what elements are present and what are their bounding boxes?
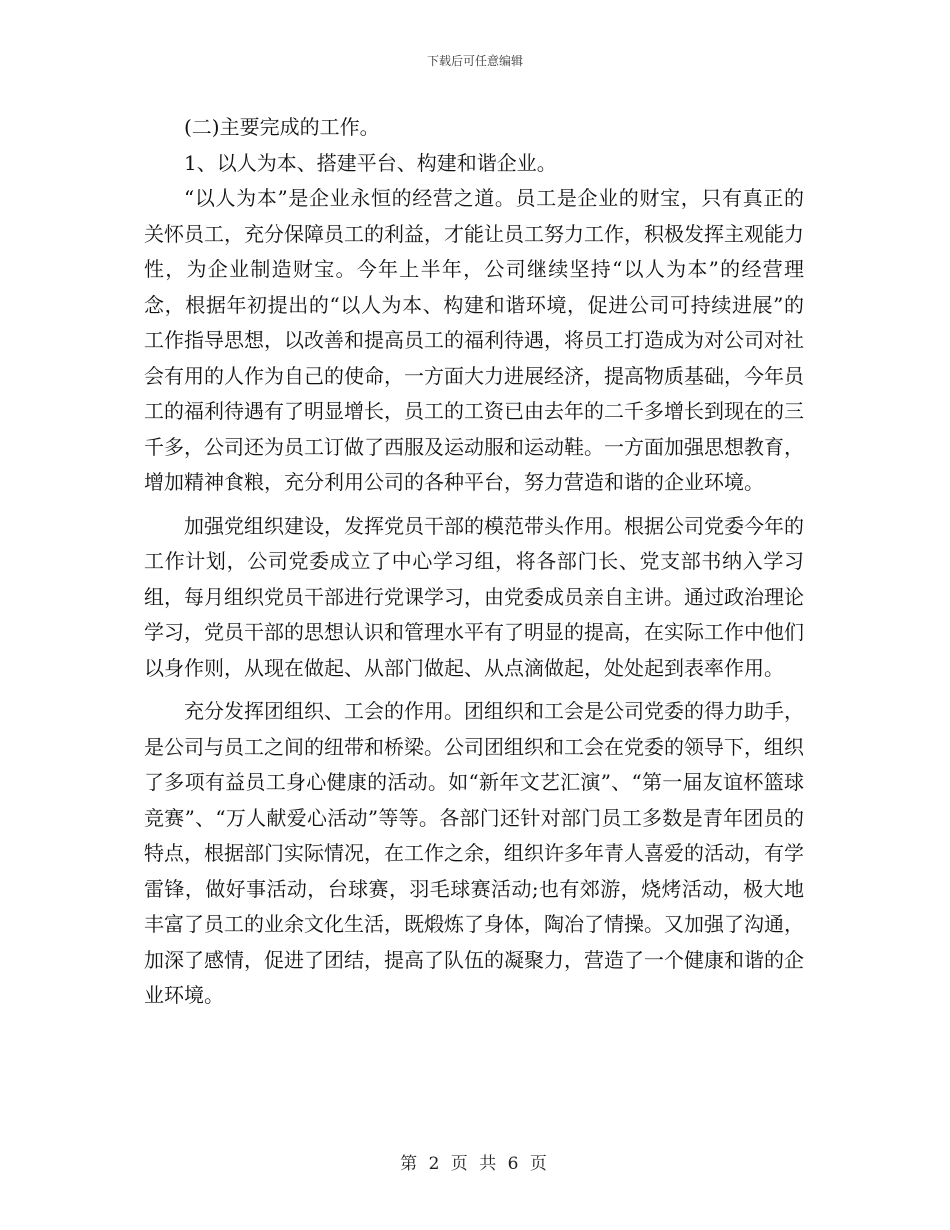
- body-paragraph: 加强党组织建设，发挥党员干部的模范带头作用。根据公司党委今年的工作计划，公司党委成立了中心学习组，将各部门长、党支部书纳入学习组，每月组织党员干部进行党课学习，由党委成员亲自主讲。通过政治理论学习，党员干部的思想认识和管理水平有了明显的提高，在实际工作中他们以身作则，从现在做起、从部门做起、从点滴做起，处处起到表率作用。: [144, 513, 804, 680]
- page-header: 下载后可任意编辑: [426, 54, 523, 68]
- section-heading: (二)主要完成的工作。: [184, 115, 380, 139]
- document-body: [144, 110, 804, 1014]
- body-paragraph: “以人为本”是企业永恒的经营之道。员工是企业的财宝，只有真正的关怀员工，充分保障员工的利益，才能让员工努力工作，积极发挥主观能力性，为企业制造财宝。今年上半年，公司继续坚持“以人为本”的经营理念，根据年初提出的“以人为本、构建和谐环境，促进公司可持续进展”的工作指导思想，以改善和提高员工的福利待遇，将员工打造成为对公司对社会有用的人作为自己的使命，一方面大力进展经济，提高物质基础，今年员工的福利待遇有了明显增长，员工的工资已由去年的二千多增长到现在的三千多，公司还为员工订做了西服及运动服和运动鞋。一方面加强思想教育，增加精神食粮，充分利用公司的各种平台，努力营造和谐的企业环境。: [144, 186, 804, 494]
- subsection-heading: 1、以人为本、搭建平台、构建和谐企业。: [184, 150, 557, 175]
- body-paragraph: 充分发挥团组织、工会的作用。团组织和工会是公司党委的得力助手，是公司与员工之间的纽带和桥梁。公司团组织和工会在党委的领导下，组织了多项有益员工身心健康的活动。如“新年文艺汇演”、“第一届友谊杯篮球竞赛”、“万人献爱心活动”等等。各部门还针对部门员工多数是青年团员的特点，根据部门实际情况，在工作之余，组织许多年青人喜爱的活动，有学雷锋，做好事活动，台球赛，羽毛球赛活动;也有郊游，烧烤活动，极大地丰富了员工的业余文化生活，既煅炼了身体，陶冶了情操。又加强了沟通，加深了感情，促进了团结，提高了队伍的凝聚力，营造了一个健康和谐的企业环境。: [144, 699, 804, 1007]
- page-number: 第 2 页 共 6 页: [400, 1154, 550, 1174]
